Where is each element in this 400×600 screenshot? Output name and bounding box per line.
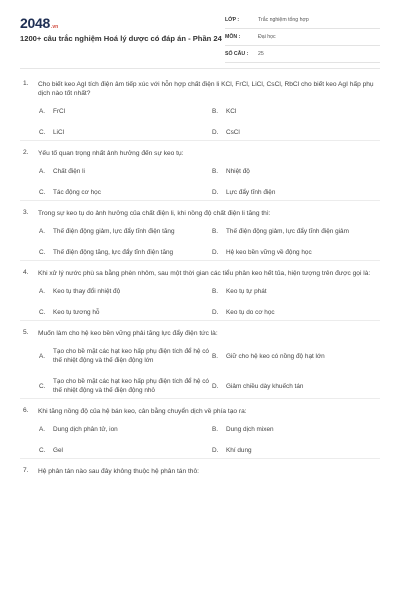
logo-domain: .vn: [50, 24, 59, 30]
option-text: Thế điện động giảm, lực đẩy tĩnh điện giảm: [226, 228, 349, 235]
answer-options: [0, 425, 400, 455]
answer-option-d[interactable]: [212, 308, 385, 317]
meta-row-class: [225, 15, 380, 29]
option-text: Dung dịch phân tử, ion: [53, 426, 118, 433]
meta-table: [225, 15, 380, 66]
option-letter: D.: [212, 447, 219, 454]
option-text: Thế điện động tăng, lực đẩy tĩnh điện tăng: [53, 249, 174, 256]
option-text: CsCl: [226, 129, 240, 136]
question-number: 2.: [23, 149, 29, 156]
answer-option-b[interactable]: [212, 107, 385, 116]
question-item: [0, 467, 400, 476]
option-text: Thế điện động giảm, lực đẩy tĩnh điện tăng: [53, 228, 175, 235]
option-letter: A.: [39, 228, 46, 235]
answer-options: [0, 287, 400, 317]
question-number: 6.: [23, 407, 29, 414]
site-logo[interactable]: [20, 15, 58, 31]
option-letter: C.: [39, 382, 46, 390]
question-text: Hệ phân tán nào sau đây không thuộc hệ phân tán thô:: [38, 468, 199, 475]
question-number: 4.: [23, 269, 29, 276]
header-divider: [20, 68, 380, 69]
option-text: LiCl: [53, 129, 65, 136]
question-item: [0, 209, 400, 257]
answer-option-b[interactable]: [212, 425, 385, 434]
option-letter: C.: [39, 129, 46, 136]
question-divider: [20, 140, 380, 141]
answer-options: [0, 107, 400, 137]
option-letter: D.: [212, 309, 219, 316]
option-text: Chất điện li: [53, 168, 85, 175]
meta-label: SỐ CÂU :: [225, 51, 249, 57]
option-text: Keo tụ tương hỗ: [53, 309, 100, 316]
question-divider: [20, 398, 380, 399]
answer-option-c[interactable]: [39, 188, 212, 197]
page-header: [0, 0, 400, 62]
option-letter: A.: [39, 352, 46, 360]
option-letter: D.: [212, 129, 219, 136]
question-item: [0, 80, 400, 137]
question-item: [0, 269, 400, 317]
option-text: Khí dung: [226, 447, 252, 454]
meta-label: LỚP :: [225, 17, 240, 23]
answer-option-c[interactable]: [39, 128, 212, 137]
option-text: Keo tụ do cơ học: [226, 309, 275, 316]
option-letter: B.: [212, 426, 219, 433]
answer-option-a[interactable]: [39, 227, 212, 236]
answer-option-b[interactable]: [212, 287, 385, 296]
answer-option-d[interactable]: [212, 128, 385, 137]
option-letter: A.: [39, 108, 46, 115]
question-text: Yếu tố quan trọng nhất ảnh hưởng đến sự keo tụ:: [38, 150, 184, 157]
question-list: [0, 80, 400, 484]
option-text: Gel: [53, 447, 63, 454]
question-text: Cho biết keo AgI tích điện âm tiếp xúc với hỗn hợp chất điện li KCl, FrCl, LiCl, CsCl, RbCl cho biết keo AgI hấp phụ dịch nào tốt nhất?: [38, 81, 374, 97]
option-text: Tác động cơ học: [53, 189, 101, 196]
answer-options: [0, 167, 400, 197]
question-text: Trong sự keo tụ do ảnh hưởng của chất điện li, khi nồng độ chất điện li tăng thì:: [38, 210, 271, 217]
option-letter: C.: [39, 447, 46, 454]
answer-option-a[interactable]: [39, 347, 212, 365]
question-item: [0, 407, 400, 455]
meta-value: Đại học: [258, 34, 276, 40]
answer-option-d[interactable]: [212, 446, 385, 455]
question-divider: [20, 260, 380, 261]
option-text: FrCl: [53, 108, 66, 115]
answer-option-a[interactable]: [39, 287, 212, 296]
answer-option-a[interactable]: [39, 167, 212, 176]
option-text: Tạo cho bề mặt các hạt keo hấp phụ điện tích để hệ có thế nhiệt động và thế điện động nhỏ: [53, 378, 209, 394]
option-text: Hệ keo bền vững về động học: [226, 249, 312, 256]
option-letter: A.: [39, 168, 46, 175]
option-text: Giữ cho hệ keo có nồng độ hạt lớn: [226, 352, 325, 360]
meta-value: Trắc nghiệm tổng hợp: [258, 17, 309, 23]
option-letter: C.: [39, 309, 46, 316]
option-letter: B.: [212, 352, 219, 360]
option-letter: D.: [212, 382, 219, 390]
question-text: Muốn làm cho hệ keo bền vững phải tăng lực đẩy điện tức là:: [38, 330, 218, 337]
option-text: Giảm chiều dày khuếch tán: [226, 382, 304, 390]
option-text: Dung dịch mixen: [226, 426, 274, 433]
option-text: Keo tụ tự phát: [226, 288, 267, 295]
option-letter: A.: [39, 426, 46, 433]
option-text: Lực đẩy tĩnh điện: [226, 189, 276, 196]
answer-option-d[interactable]: [212, 248, 385, 257]
option-text: Tạo cho bề mặt các hạt keo hấp phụ điện tích để hệ có thế nhiệt động và thế điện động lớn: [53, 348, 209, 364]
answer-options: [0, 347, 400, 395]
option-letter: C.: [39, 189, 46, 196]
answer-option-c[interactable]: [39, 446, 212, 455]
answer-option-b[interactable]: [212, 227, 385, 236]
option-text: Keo tụ thay đổi nhiệt độ: [53, 288, 121, 295]
answer-option-b[interactable]: [212, 352, 385, 361]
question-text: Khi tăng nồng độ của hệ bán keo, cân bằng chuyển dịch về phía tạo ra:: [38, 408, 247, 415]
meta-row-subject: [225, 32, 380, 46]
answer-option-c[interactable]: [39, 377, 212, 395]
meta-row-count: [225, 49, 380, 63]
question-divider: [20, 320, 380, 321]
question-number: 5.: [23, 329, 29, 336]
answer-option-a[interactable]: [39, 107, 212, 116]
question-number: 1.: [23, 80, 29, 87]
option-letter: B.: [212, 108, 219, 115]
question-divider: [20, 458, 380, 459]
option-letter: A.: [39, 288, 46, 295]
meta-label: MÔN :: [225, 34, 241, 40]
answer-option-d[interactable]: [212, 382, 385, 391]
page-title: 1200+ câu trắc nghiệm Hoá lý dược có đáp án - Phần 24: [20, 34, 222, 43]
question-divider: [20, 200, 380, 201]
question-item: [0, 329, 400, 395]
answer-option-a[interactable]: [39, 425, 212, 434]
question-text: Khi xử lý nước phù sa bằng phèn nhôm, sau một thời gian các tiểu phân keo hết tủa, hiện tượng trên được gọi là:: [38, 270, 371, 277]
option-letter: D.: [212, 249, 219, 256]
option-text: Nhiệt độ: [226, 168, 250, 175]
meta-value: 25: [258, 51, 264, 57]
answer-option-b[interactable]: [212, 167, 385, 176]
question-item: [0, 149, 400, 197]
option-letter: B.: [212, 288, 219, 295]
answer-option-c[interactable]: [39, 308, 212, 317]
logo-main: 2048: [20, 15, 50, 31]
option-letter: D.: [212, 189, 219, 196]
question-number: 7.: [23, 467, 29, 474]
answer-option-d[interactable]: [212, 188, 385, 197]
option-text: KCl: [226, 108, 237, 115]
question-number: 3.: [23, 209, 29, 216]
option-letter: B.: [212, 168, 219, 175]
option-letter: B.: [212, 228, 219, 235]
answer-options: [0, 227, 400, 257]
answer-option-c[interactable]: [39, 248, 212, 257]
option-letter: C.: [39, 249, 46, 256]
